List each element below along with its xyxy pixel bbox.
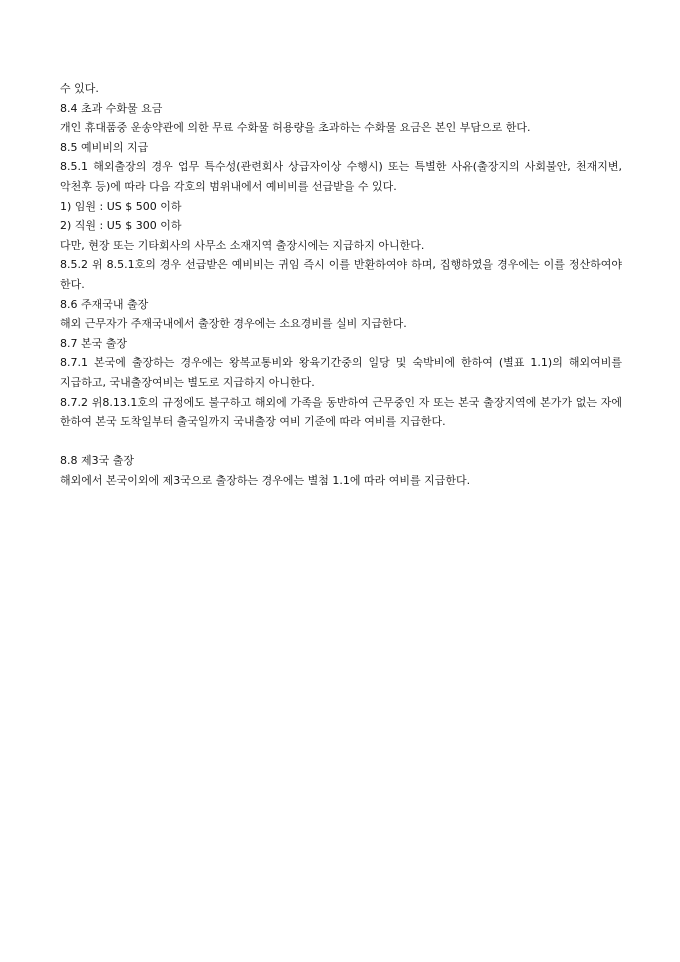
section-heading-8-6: 8.6 주재국내 출장 (60, 297, 149, 311)
blank-line (60, 432, 622, 452)
text-line-continuation: 수 있다. (60, 82, 99, 95)
section-heading-8-8: 8.8 제3국 출장 (60, 454, 134, 468)
paragraph-8-5-1: 8.5.1 해외출장의 경우 업무 특수성(관련회사 상급자이상 수행시) 또는 특별한 사유(출장지의 사회불안, 천재지변, 악천후 등)에 따라 다음 각호의 범위내에서 예비비를 선급받을 수 있다. (60, 160, 622, 193)
list-item-staff: 2) 직원 : U5 $ 300 이하 (60, 219, 182, 233)
paragraph-8-5-2: 8.5.2 위 8.5.1호의 경우 선급받은 예비비는 귀임 즉시 이를 반환하여야 하며, 집행하였을 경우에는 이를 정산하여야 한다. (60, 258, 622, 291)
section-heading-8-7: 8.7 본국 출장 (60, 336, 127, 350)
list-item-executive: 1) 임원 : US $ 500 이하 (60, 199, 182, 213)
paragraph-8-7-1: 8.7.1 본국에 출장하는 경우에는 왕복교통비와 왕육기간중의 일당 및 숙박비에 한하여 (별표 1.1)의 해외여비를 지급하고, 국내출장여비는 별도로 지급하지 아니한다. (60, 356, 622, 389)
paragraph-8-4: 개인 휴대품중 운송약관에 의한 무료 수화물 허용량을 초과하는 수화물 요금은 본인 부담으로 한다. (60, 121, 531, 135)
document-body (60, 79, 622, 490)
paragraph-8-7-2: 8.7.2 위8.13.1호의 규정에도 불구하고 해외에 가족을 동반하여 근무중인 자 또는 본국 출장지역에 본가가 없는 자에 한하여 본국 도착일부터 출국일까지 국내출장 여비 기준에 따라 여비를 지급한다. (60, 395, 622, 429)
text-line-proviso: 다만, 현장 또는 기타회사의 사무소 소재지역 출장시에는 지급하지 아니한다. (60, 238, 425, 252)
paragraph-8-6: 해외 근무자가 주재국내에서 출장한 경우에는 소요경비를 실비 지급한다. (60, 317, 407, 331)
section-heading-8-4: 8.4 초과 수화물 요금 (60, 101, 163, 115)
paragraph-8-8: 해외에서 본국이외에 제3국으로 출장하는 경우에는 별첨 1.1에 따라 여비를 지급한다. (60, 473, 471, 487)
section-heading-8-5: 8.5 예비비의 지급 (60, 140, 149, 154)
